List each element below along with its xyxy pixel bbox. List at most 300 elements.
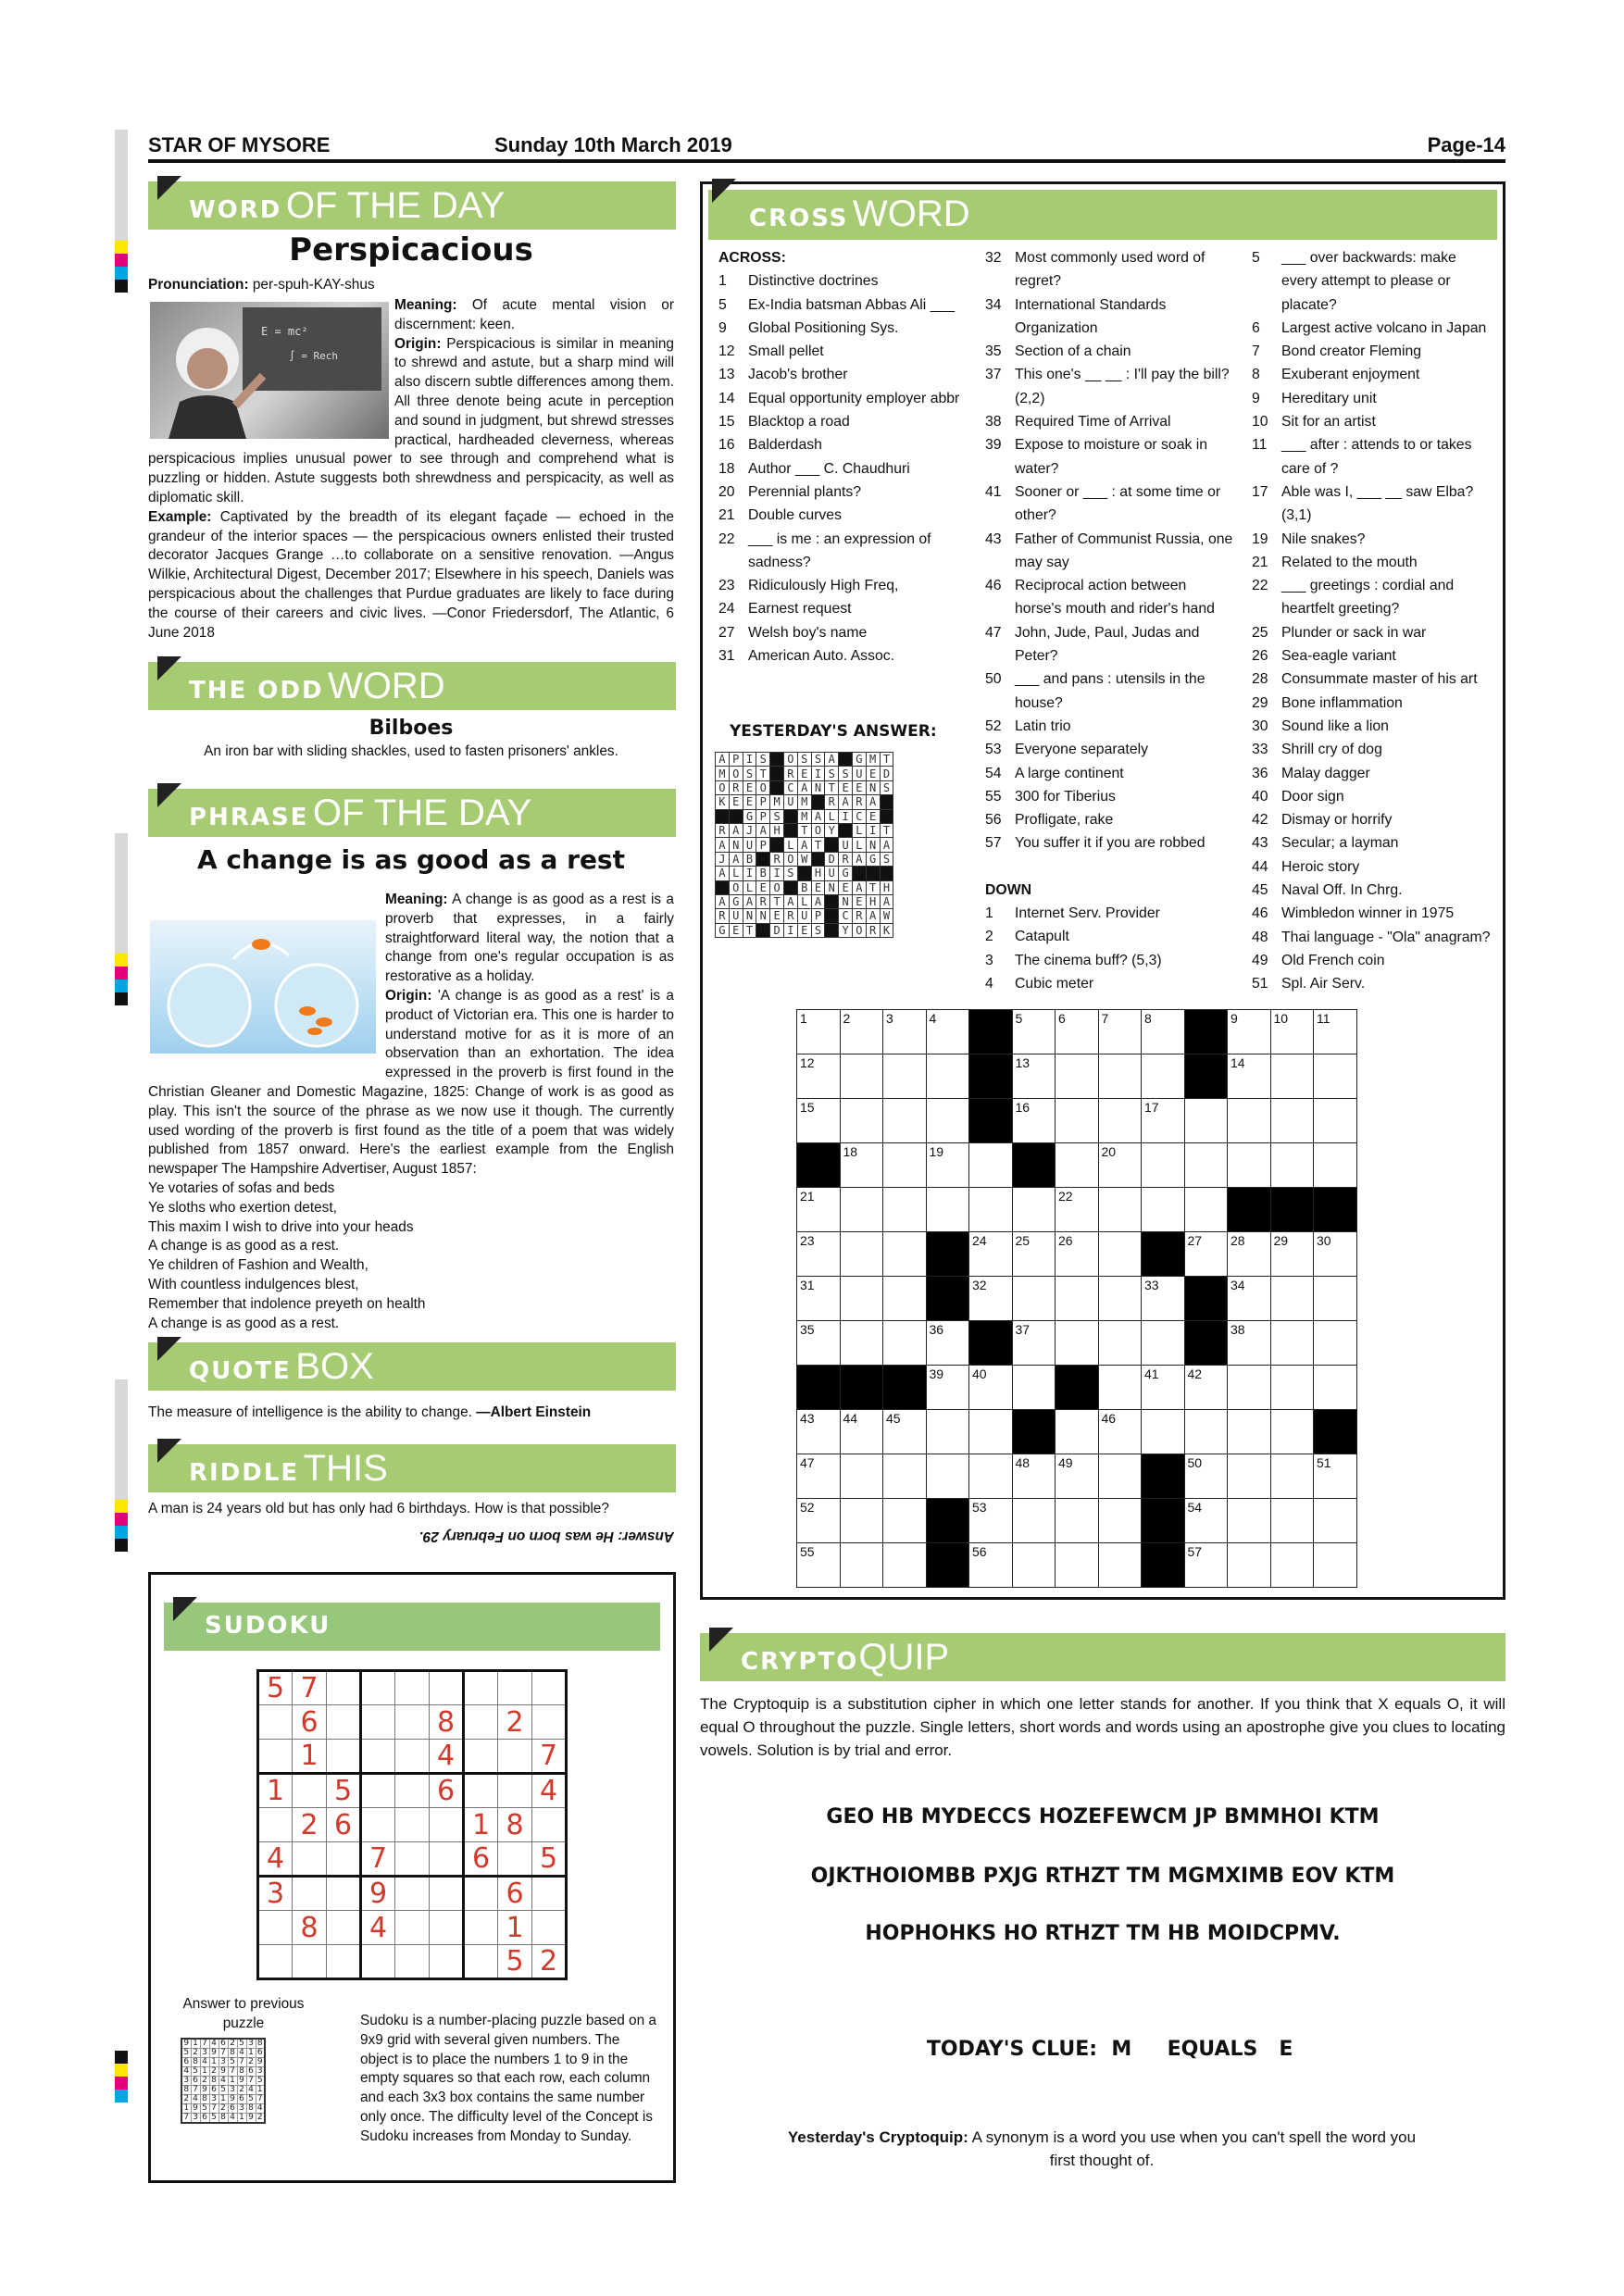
sudoku-cell[interactable]	[498, 1671, 532, 1705]
sudoku-cell[interactable]: 3	[258, 1877, 293, 1911]
crossword-cell[interactable]: 41	[1142, 1366, 1185, 1410]
sudoku-cell[interactable]	[293, 1877, 327, 1911]
phrase-title: A change is as good as a rest	[197, 844, 625, 875]
crossword-cell[interactable]	[1270, 1410, 1314, 1454]
crossword-cell[interactable]	[1184, 1099, 1228, 1143]
sudoku-cell[interactable]	[430, 1671, 464, 1705]
answer-cell: J	[716, 852, 730, 866]
answer-cell: 3	[219, 2058, 228, 2067]
crossword-cell[interactable]: 17	[1142, 1099, 1185, 1143]
clue-number: 23	[718, 578, 735, 594]
sudoku-cell[interactable]: 1	[293, 1740, 327, 1774]
crossword-cell[interactable]: 14	[1228, 1054, 1271, 1099]
sudoku-cell[interactable]	[532, 1877, 567, 1911]
crossword-cell[interactable]	[840, 1277, 883, 1321]
answer-cell: B	[756, 867, 770, 880]
crossword-cell[interactable]: 25	[1012, 1232, 1056, 1277]
crossword-cell[interactable]	[1098, 1099, 1142, 1143]
crossword-cell[interactable]: 8	[1142, 1010, 1185, 1054]
crossword-cell[interactable]	[969, 1410, 1013, 1454]
sudoku-cell[interactable]	[498, 1774, 532, 1808]
sudoku-cell[interactable]	[327, 1877, 361, 1911]
crossword-cell[interactable]	[1098, 1366, 1142, 1410]
sudoku-cell[interactable]	[532, 1671, 567, 1705]
crossword-cell[interactable]	[1184, 1410, 1228, 1454]
crossword-cell[interactable]	[926, 1454, 969, 1499]
crossword-cell[interactable]: 32	[969, 1277, 1013, 1321]
crossword-cell[interactable]	[1012, 1366, 1056, 1410]
sudoku-cell[interactable]	[361, 1945, 395, 1979]
crossword-cell[interactable]: 40	[969, 1366, 1013, 1410]
answer-cell: O	[716, 780, 730, 794]
sudoku-cell[interactable]	[395, 1705, 430, 1740]
crossword-cell[interactable]: 11	[1314, 1010, 1357, 1054]
crossword-cell[interactable]: 52	[797, 1499, 841, 1543]
answer-cell: A	[797, 838, 811, 852]
sudoku-cell[interactable]	[464, 1671, 498, 1705]
crossword-cell[interactable]	[883, 1188, 927, 1232]
crossword-cell[interactable]: 18	[840, 1143, 883, 1188]
sudoku-cell[interactable]	[395, 1911, 430, 1945]
answer-cell: 7	[209, 2104, 219, 2114]
crossword-cell[interactable]: 44	[840, 1410, 883, 1454]
crossword-cell[interactable]	[969, 1454, 1013, 1499]
crossword-cell[interactable]	[1228, 1366, 1271, 1410]
sudoku-cell[interactable]	[532, 1705, 567, 1740]
answer-cell: 3	[191, 2114, 200, 2124]
answer-cell: 9	[200, 2086, 209, 2095]
crossword-cell[interactable]	[883, 1143, 927, 1188]
sudoku-cell[interactable]: 8	[293, 1911, 327, 1945]
crossword-cell[interactable]	[1184, 1143, 1228, 1188]
black-square	[969, 1054, 1013, 1099]
sudoku-cell[interactable]: 5	[258, 1671, 293, 1705]
sudoku-cell[interactable]	[327, 1911, 361, 1945]
answer-cell: 6	[237, 2095, 246, 2104]
crossword-cell[interactable]: 55	[797, 1543, 841, 1588]
crossword-cell[interactable]: 1	[797, 1010, 841, 1054]
crossword-cell[interactable]	[840, 1188, 883, 1232]
quote-box-header: QUOTE BOX	[148, 1342, 676, 1391]
crossword-cell[interactable]: 47	[797, 1454, 841, 1499]
sudoku-cell[interactable]	[464, 1945, 498, 1979]
clue-text: Naval Off. In Chrg.	[1281, 882, 1403, 899]
sudoku-cell[interactable]: 6	[430, 1774, 464, 1808]
sudoku-cell[interactable]	[258, 1740, 293, 1774]
answer-cell: K	[880, 923, 893, 937]
crossword-cell[interactable]: 31	[797, 1277, 841, 1321]
sudoku-cell[interactable]	[293, 1842, 327, 1877]
crossword-cell[interactable]: 38	[1228, 1321, 1271, 1366]
crossword-cell[interactable]	[1228, 1454, 1271, 1499]
crossword-cell[interactable]	[840, 1454, 883, 1499]
clue-item	[985, 621, 1233, 668]
answer-cell: A	[866, 909, 880, 923]
sudoku-cell[interactable]	[327, 1945, 361, 1979]
crossword-cell[interactable]: 13	[1012, 1054, 1056, 1099]
sudoku-cell[interactable]	[464, 1774, 498, 1808]
crossword-cell[interactable]	[840, 1054, 883, 1099]
clue-text: Secular; a layman	[1281, 835, 1399, 852]
sudoku-cell[interactable]	[464, 1705, 498, 1740]
crossword-cell[interactable]	[883, 1454, 927, 1499]
crossword-cell[interactable]: 28	[1228, 1232, 1271, 1277]
riddle-header: RIDDLE THIS	[148, 1444, 676, 1492]
crossword-cell[interactable]: 43	[797, 1410, 841, 1454]
clue-number: 3	[985, 952, 993, 968]
crossword-cell[interactable]	[1314, 1321, 1357, 1366]
answer-cell	[866, 867, 880, 880]
crossword-cell[interactable]: 56	[969, 1543, 1013, 1588]
crossword-cell[interactable]: 4	[926, 1010, 969, 1054]
crossword-cell[interactable]	[1270, 1143, 1314, 1188]
black-square	[1142, 1454, 1185, 1499]
answer-cell: 1	[181, 2104, 191, 2114]
crossword-cell[interactable]	[1056, 1054, 1099, 1099]
sudoku-cell[interactable]	[258, 1911, 293, 1945]
crossword-cell[interactable]: 10	[1270, 1010, 1314, 1054]
crossword-cell[interactable]	[840, 1099, 883, 1143]
crossword-cell[interactable]	[883, 1099, 927, 1143]
crossword-cell[interactable]	[1184, 1188, 1228, 1232]
crossword-cell[interactable]: 46	[1098, 1410, 1142, 1454]
crossword-cell[interactable]	[1142, 1143, 1185, 1188]
sudoku-cell[interactable]	[430, 1808, 464, 1842]
answer-cell: 1	[237, 2114, 246, 2124]
crossword-cell[interactable]: 51	[1314, 1454, 1357, 1499]
crossword-cell[interactable]	[1228, 1099, 1271, 1143]
crossword-cell[interactable]	[1228, 1499, 1271, 1543]
crossword-cell[interactable]	[1098, 1232, 1142, 1277]
crossword-cell[interactable]: 12	[797, 1054, 841, 1099]
crossword-cell[interactable]	[1098, 1188, 1142, 1232]
answer-cell: S	[839, 767, 853, 780]
crossword-cell[interactable]	[1012, 1188, 1056, 1232]
crossword-cell[interactable]	[883, 1543, 927, 1588]
crossword-cell[interactable]	[1270, 1277, 1314, 1321]
crossword-cell[interactable]	[1270, 1321, 1314, 1366]
crossword-cell[interactable]	[883, 1321, 927, 1366]
sudoku-cell[interactable]: 7	[532, 1740, 567, 1774]
answer-cell: I	[783, 923, 797, 937]
crossword-cell[interactable]	[1056, 1499, 1099, 1543]
crossword-cell[interactable]: 20	[1098, 1143, 1142, 1188]
crossword-cell[interactable]: 37	[1012, 1321, 1056, 1366]
answer-cell: E	[756, 880, 770, 894]
crossword-cell[interactable]	[1056, 1099, 1099, 1143]
page-number: Page-14	[1427, 133, 1505, 156]
crossword-cell[interactable]	[1098, 1454, 1142, 1499]
riddle-question: A man is 24 years old but has only had 6 birthdays. How is that possible?	[148, 1501, 609, 1516]
crossword-cell[interactable]	[1314, 1054, 1357, 1099]
poem-line: Ye sloths who exertion detest,	[148, 1199, 337, 1216]
clue-item	[1252, 902, 1494, 925]
sudoku-cell[interactable]: 5	[327, 1774, 361, 1808]
clue-number: 28	[1252, 671, 1268, 688]
poem-line: Ye votaries of sofas and beds	[148, 1179, 335, 1196]
crossword-cell[interactable]	[1228, 1143, 1271, 1188]
answer-cell	[770, 838, 784, 852]
sudoku-cell[interactable]	[464, 1911, 498, 1945]
sudoku-cell[interactable]	[327, 1705, 361, 1740]
crossword-cell[interactable]	[926, 1054, 969, 1099]
crossword-cell[interactable]: 9	[1228, 1010, 1271, 1054]
clue-text: International Standards Organization	[1015, 296, 1167, 336]
crossword-cell[interactable]: 24	[969, 1232, 1013, 1277]
sudoku-cell[interactable]: 1	[464, 1808, 498, 1842]
crossword-cell[interactable]: 19	[926, 1143, 969, 1188]
crossword-cell[interactable]	[1314, 1099, 1357, 1143]
crossword-cell[interactable]	[1142, 1410, 1185, 1454]
answer-cell: 2	[228, 2039, 237, 2049]
sudoku-cell[interactable]: 4	[361, 1911, 395, 1945]
crossword-cell[interactable]: 53	[969, 1499, 1013, 1543]
sudoku-cell[interactable]	[395, 1877, 430, 1911]
sudoku-cell[interactable]: 6	[293, 1705, 327, 1740]
answer-cell: A	[880, 894, 893, 908]
crossword-cell[interactable]: 42	[1184, 1366, 1228, 1410]
sudoku-cell[interactable]: 8	[498, 1808, 532, 1842]
crossword-cell[interactable]	[1270, 1454, 1314, 1499]
clue-number: 44	[1252, 858, 1268, 875]
sudoku-cell[interactable]	[532, 1808, 567, 1842]
crossword-cell[interactable]	[1228, 1543, 1271, 1588]
sudoku-cell[interactable]: 4	[532, 1774, 567, 1808]
answer-cell: A	[797, 780, 811, 794]
crossword-cell[interactable]	[1012, 1277, 1056, 1321]
clue-item	[1252, 621, 1494, 644]
clue-number: 37	[985, 367, 1002, 383]
answer-cell	[716, 809, 730, 823]
sudoku-cell[interactable]	[361, 1705, 395, 1740]
crossword-cell[interactable]: 34	[1228, 1277, 1271, 1321]
crossword-cell[interactable]: 26	[1056, 1232, 1099, 1277]
crossword-cell[interactable]	[1056, 1143, 1099, 1188]
sudoku-description: Sudoku is a number-placing puzzle based on a 9x9 grid with several given numbers. The object is to place the numbers 1 to 9 in the empty squares so that each row, each column and each 3x3 box contains the same number only once. The difficulty level of the Concept is Sudoku increases from Monday to Sunday.	[360, 2013, 656, 2144]
sudoku-cell[interactable]	[293, 1945, 327, 1979]
odd-word-header: THE ODD WORD	[148, 662, 676, 710]
crossword-cell[interactable]	[1098, 1321, 1142, 1366]
crossword-cell[interactable]	[840, 1321, 883, 1366]
crossword-cell[interactable]	[883, 1054, 927, 1099]
crossword-cell[interactable]	[840, 1543, 883, 1588]
word-of-day-title: Perspicacious	[289, 231, 533, 268]
crossword-cell[interactable]: 23	[797, 1232, 841, 1277]
answer-cell: 9	[191, 2104, 200, 2114]
sudoku-cell[interactable]	[430, 1911, 464, 1945]
sudoku-cell[interactable]	[258, 1945, 293, 1979]
crossword-cell[interactable]	[1098, 1543, 1142, 1588]
answer-cell: L	[797, 894, 811, 908]
answer-cell: J	[743, 823, 756, 837]
clue-number: 46	[985, 578, 1002, 594]
poem-line: A change is as good as a rest.	[148, 1315, 340, 1331]
sudoku-cell[interactable]: 2	[532, 1945, 567, 1979]
sudoku-cell[interactable]	[430, 1842, 464, 1877]
crossword-cell[interactable]	[1056, 1410, 1099, 1454]
sudoku-cell[interactable]: 2	[293, 1808, 327, 1842]
crossword-cell[interactable]	[1056, 1543, 1099, 1588]
clue-text: Most commonly used word of regret?	[1015, 250, 1206, 290]
sudoku-cell[interactable]	[327, 1842, 361, 1877]
sudoku-cell[interactable]	[464, 1740, 498, 1774]
crossword-cell[interactable]	[883, 1499, 927, 1543]
crossword-cell[interactable]	[1270, 1054, 1314, 1099]
clue-text: Cubic meter	[1015, 975, 1094, 992]
black-square	[926, 1499, 969, 1543]
sudoku-cell[interactable]	[464, 1877, 498, 1911]
answer-cell: O	[783, 852, 797, 866]
crossword-cell[interactable]	[1142, 1054, 1185, 1099]
clue-text: Sound like a lion	[1281, 718, 1389, 734]
sudoku-cell[interactable]: 6	[498, 1877, 532, 1911]
crossword-cell[interactable]: 33	[1142, 1277, 1185, 1321]
quote-text: The measure of intelligence is the ability to change. —Albert Einstein	[148, 1404, 592, 1420]
sudoku-cell[interactable]: 7	[293, 1671, 327, 1705]
clue-number: 55	[985, 788, 1002, 805]
sudoku-cell[interactable]: 4	[430, 1740, 464, 1774]
crossword-cell[interactable]	[840, 1232, 883, 1277]
answer-cell: R	[852, 795, 866, 809]
sudoku-cell[interactable]	[258, 1705, 293, 1740]
sudoku-cell[interactable]: 5	[498, 1945, 532, 1979]
sudoku-cell[interactable]: 4	[258, 1842, 293, 1877]
sudoku-cell[interactable]: 8	[430, 1705, 464, 1740]
crossword-cell[interactable]	[1314, 1499, 1357, 1543]
crossword-cell[interactable]	[969, 1143, 1013, 1188]
sudoku-cell[interactable]	[532, 1911, 567, 1945]
crossword-cell[interactable]	[1142, 1321, 1185, 1366]
sudoku-cell[interactable]	[498, 1740, 532, 1774]
sudoku-cell[interactable]: 7	[361, 1842, 395, 1877]
sudoku-cell[interactable]	[361, 1774, 395, 1808]
clue-text: Blacktop a road	[748, 414, 850, 430]
sudoku-cell[interactable]	[430, 1945, 464, 1979]
clue-text: Required Time of Arrival	[1015, 414, 1171, 430]
crossword-cell[interactable]: 50	[1184, 1454, 1228, 1499]
crossword-cell[interactable]: 16	[1012, 1099, 1056, 1143]
crossword-cell[interactable]: 30	[1314, 1232, 1357, 1277]
answer-cell: H	[866, 894, 880, 908]
crossword-cell[interactable]: 36	[926, 1321, 969, 1366]
crossword-cell[interactable]: 22	[1056, 1188, 1099, 1232]
sudoku-cell[interactable]: 6	[464, 1842, 498, 1877]
answer-cell	[825, 894, 839, 908]
crossword-cell[interactable]	[1270, 1366, 1314, 1410]
sudoku-cell[interactable]	[293, 1774, 327, 1808]
crossword-cell[interactable]: 39	[926, 1366, 969, 1410]
answer-cell: A	[729, 823, 743, 837]
answer-cell	[770, 753, 784, 767]
crossword-cell[interactable]	[840, 1499, 883, 1543]
crossword-cell[interactable]	[1314, 1543, 1357, 1588]
crossword-cell[interactable]	[1314, 1277, 1357, 1321]
sudoku-cell[interactable]	[395, 1671, 430, 1705]
crossword-cell[interactable]: 27	[1184, 1232, 1228, 1277]
crossword-cell[interactable]	[1314, 1143, 1357, 1188]
crossword-cell[interactable]	[1012, 1543, 1056, 1588]
sudoku-cell[interactable]	[430, 1877, 464, 1911]
answer-cell: B	[743, 852, 756, 866]
crossword-cell[interactable]: 29	[1270, 1232, 1314, 1277]
crossword-cell[interactable]	[1270, 1543, 1314, 1588]
crossword-cell[interactable]	[1270, 1099, 1314, 1143]
answer-cell: 5	[200, 2104, 209, 2114]
crossword-cell[interactable]: 45	[883, 1410, 927, 1454]
sudoku-grid[interactable]	[256, 1669, 568, 1980]
crossword-cell[interactable]	[1098, 1277, 1142, 1321]
crossword-cell[interactable]	[1142, 1188, 1185, 1232]
crossword-cell[interactable]	[1056, 1277, 1099, 1321]
crossword-cell[interactable]	[1012, 1499, 1056, 1543]
sudoku-cell[interactable]: 6	[327, 1808, 361, 1842]
answer-cell: E	[797, 923, 811, 937]
answer-cell: S	[743, 767, 756, 780]
crossword-cell[interactable]	[1228, 1410, 1271, 1454]
crossword-cell[interactable]: 54	[1184, 1499, 1228, 1543]
sudoku-cell[interactable]	[361, 1740, 395, 1774]
clue-text: Bond creator Fleming	[1281, 343, 1422, 360]
crossword-cell[interactable]: 7	[1098, 1010, 1142, 1054]
crossword-grid[interactable]	[796, 1009, 1357, 1588]
crossword-cell[interactable]	[1098, 1054, 1142, 1099]
clue-text: ___ is me : an expression of sadness?	[748, 530, 931, 570]
sudoku-cell[interactable]	[395, 1774, 430, 1808]
crossword-cell[interactable]	[926, 1099, 969, 1143]
crossword-cell[interactable]: 2	[840, 1010, 883, 1054]
sudoku-cell[interactable]: 1	[258, 1774, 293, 1808]
crossword-cell[interactable]	[926, 1188, 969, 1232]
sudoku-cell[interactable]: 5	[532, 1842, 567, 1877]
crossword-cell[interactable]	[969, 1188, 1013, 1232]
crossword-cell[interactable]: 6	[1056, 1010, 1099, 1054]
crossword-cell[interactable]: 35	[797, 1321, 841, 1366]
crossword-cell[interactable]	[1098, 1499, 1142, 1543]
sudoku-cell[interactable]	[395, 1740, 430, 1774]
sudoku-cell[interactable]	[361, 1671, 395, 1705]
crossword-cell[interactable]: 49	[1056, 1454, 1099, 1499]
clue-number: 39	[985, 437, 1002, 454]
crossword-cell[interactable]	[926, 1410, 969, 1454]
crossword-cell[interactable]: 48	[1012, 1454, 1056, 1499]
sudoku-cell[interactable]	[361, 1808, 395, 1842]
sudoku-cell[interactable]	[327, 1740, 361, 1774]
crossword-cell[interactable]	[883, 1232, 927, 1277]
sudoku-cell[interactable]: 9	[361, 1877, 395, 1911]
crossword-cell[interactable]	[883, 1277, 927, 1321]
sudoku-cell[interactable]	[395, 1808, 430, 1842]
answer-cell: 9	[237, 2077, 246, 2086]
crossword-cell[interactable]	[1056, 1321, 1099, 1366]
across-clues-col1: ACROSS: 1 Distinctive doctrines 5 Ex-India batsman Abbas Ali ___ 9 Global Positioning Sys. 12 Small pellet 13 Jacob's brother 14 Equal opportunity employer abbr 15 Blacktop a road 16 Balderdash 18 Author ___ C. Chaudhuri 20 Perennial plants? 21 Double curves 22 ___ is me : an expression of sadness? 23 Ridiculously High Freq, 24 Earnest request 27 Welsh boy's name 31 American Auto. Assoc.	[718, 246, 968, 668]
crossword-cell[interactable]: 21	[797, 1188, 841, 1232]
sudoku-cell[interactable]: 1	[498, 1911, 532, 1945]
corner-marker-icon	[157, 1439, 181, 1463]
crossword-cell[interactable]: 5	[1012, 1010, 1056, 1054]
crossword-cell[interactable]: 3	[883, 1010, 927, 1054]
sudoku-cell[interactable]	[498, 1842, 532, 1877]
crossword-cell[interactable]: 15	[797, 1099, 841, 1143]
crossword-cell[interactable]	[1270, 1499, 1314, 1543]
crossword-cell[interactable]	[1314, 1366, 1357, 1410]
sudoku-cell[interactable]	[327, 1671, 361, 1705]
sudoku-cell[interactable]: 2	[498, 1705, 532, 1740]
sudoku-cell[interactable]	[395, 1842, 430, 1877]
sudoku-cell[interactable]	[258, 1808, 293, 1842]
sudoku-cell[interactable]	[395, 1945, 430, 1979]
clue-item	[1252, 831, 1494, 855]
crossword-cell[interactable]: 57	[1184, 1543, 1228, 1588]
